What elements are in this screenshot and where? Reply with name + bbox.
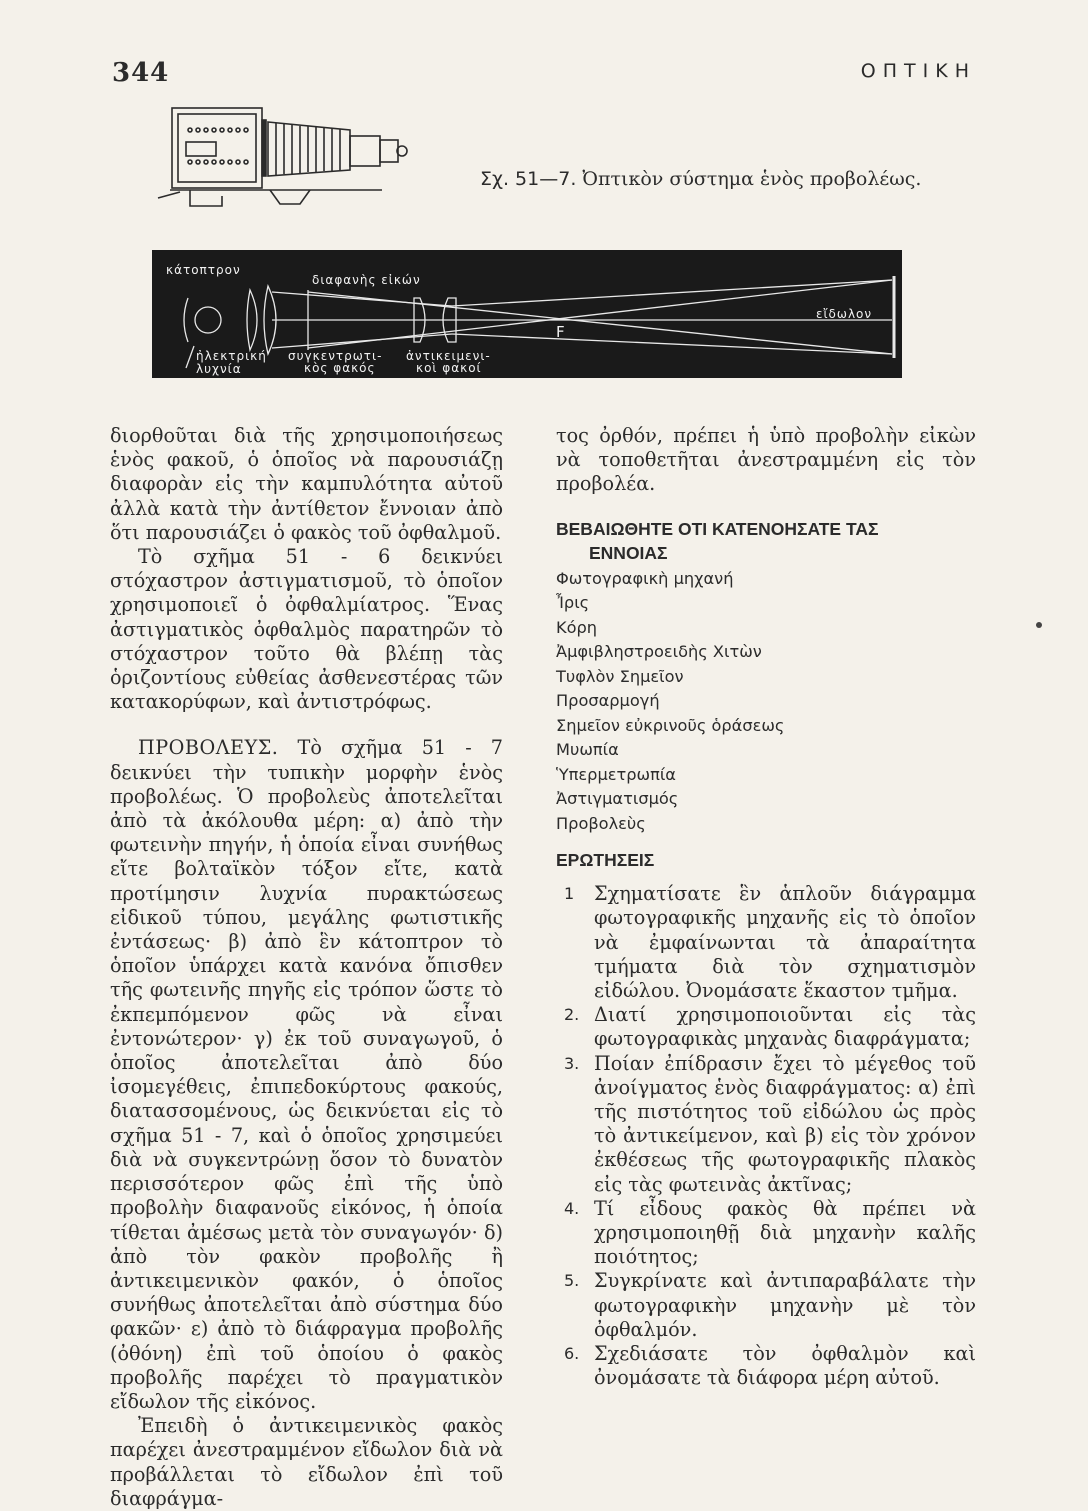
question-text: Συγκρίνατε καὶ ἀντιπαραβάλατε τὴν φωτογραφικὴν μηχανὴν μὲ τὸν ὀφθαλμόν. [594, 1269, 976, 1341]
concepts-list [556, 567, 976, 837]
label-lamp-1: ἠλεκτρική [196, 349, 267, 363]
list-item: Σημεῖον εὐκρινοῦς ὁράσεως [556, 715, 785, 735]
question-item [556, 1197, 976, 1270]
projector-drawing [150, 100, 410, 218]
paragraph-body: Τὸ σχῆμα 51 - 7 δεικνύει τὴν τυπικὴν μορφὴν ἑνὸς προβολέως. Ὁ προβολεὺς ἀποτελεῖται ἀπὸ τὰ ἀκόλουθα μέρη: α) ἀπὸ τὴν φωτεινὴν πηγήν, ἡ ὁποία εἶναι συνήθως εἴτε βολταϊκὸν τόξον εἴτε, κατὰ προτίμησιν λυχνία πυρακτώσεως εἰδικοῦ τύπου, μεγάλης φωτιστικῆς ἐντάσεως· β) ἀπὸ ἓν κάτοπτρον τὸ ὁποῖον ὑπάρχει κατὰ κανόνα ὄπισθεν τῆς φωτεινῆς πηγῆς εἰς τρόπον ὥστε τὸ ἐκπεμπόμενον φῶς νὰ εἶναι ἐντονώτερον· γ) ἐκ τοῦ συναγωγοῦ, ὁ ὁποῖος ἀποτελεῖται ἀπὸ δύο ἰσομεγέθεις, ἐπιπεδοκύρτους φακούς, διατασσομένους, ὡς δεικνύεται εἰς τὸ σχῆμα 51 - 7, καὶ ὁ ὁποῖος χρησιμεύει διὰ νὰ συγκεντρώνῃ ὅσον τὸ δυνατὸν περισσότερον φῶς ἐπὶ τῆς ὑπὸ προβολὴν διαφανοῦς εἰκόνος, ἡ ὁποία τίθεται ἀμέσως μετὰ τὸν συναγωγόν· δ) ἀπὸ τὸν φακὸν προβολῆς ἢ ἀντικειμενικὸν φακόν, ὁ ὁποῖος συνήθως ἀποτελεῖται ἀπὸ σύστημα δύο φακῶν· ε) ἀπὸ τὸ διάφραγμα προβολῆς (ὀθόνη) ἐπὶ τοῦ ὁποίου ὁ φακὸς προβολῆς παρέχει τὸ πραγματικὸν εἴδωλον τῆς εἰκόνος. [110, 736, 504, 1413]
list-item: Ἶρις [556, 593, 590, 613]
label-lamp-2: λυχνία [196, 362, 242, 376]
list-item: Προσαρμογή [556, 691, 660, 711]
running-head: ΟΠΤΙΚΗ [860, 60, 976, 82]
label-condenser-1: συγκεντρωτι- [288, 349, 383, 363]
question-item [556, 882, 976, 1003]
question-item [556, 1052, 976, 1197]
page-number: 344 [112, 58, 170, 88]
paragraph: διορθοῦται διὰ τῆς χρησιμοποιήσεως ἑνὸς φακοῦ, ὁ ὁποῖος νὰ παρουσιάζῃ διαφορὰν εἰς τὴν καμπυλότητα αὐτοῦ ἀλλὰ κατὰ τὴν ἀντίθετον ἔννοιαν ἀπὸ ὅτι παρουσιάζει ὁ φακὸς τοῦ ὀφθαλμοῦ. [110, 424, 503, 544]
question-item [556, 1342, 976, 1390]
question-text: Τί εἶδους φακὸς θὰ πρέπει νὰ χρησιμοποιηθῇ διὰ μηχανὴν καλῆς ποιότητος; [594, 1196, 976, 1269]
list-item: Κόρη [556, 617, 598, 637]
left-column [110, 424, 503, 1511]
paragraph-projector [110, 736, 503, 1414]
label-slide: διαφανὴς εἰκών [312, 273, 421, 287]
question-number: 1 [564, 884, 575, 904]
figure-caption-text: Ὀπτικὸν σύστημα ἑνὸς προβολέως. [582, 168, 922, 190]
questions-heading: ΕΡΩΤΗΣΕΙΣ [556, 850, 655, 871]
right-column [556, 424, 976, 1390]
question-text: Σχεδιάσατε τὸν ὀφθαλμὸν καὶ ὀνομάσατε τὰ διάφορα μέρη αὐτοῦ. [594, 1341, 976, 1390]
list-item: Μυωπία [556, 740, 619, 760]
label-objective-2: κοὶ φακοί [416, 361, 482, 375]
optical-diagram [152, 250, 902, 378]
question-number: 2. [564, 1005, 580, 1025]
figure-caption [480, 168, 921, 190]
list-item: Τυφλὸν Σημεῖον [556, 666, 684, 686]
concepts-heading-line-1: ΒΕΒΑΙΩΘΗΤΕ ΟΤΙ ΚΑΤΕΝΟΗΣΑΤΕ ΤΑΣ [556, 518, 879, 539]
paragraph: Ἐπειδὴ ὁ ἀντικειμενικὸς φακὸς παρέχει ἀνεστραμμένον εἴδωλον διὰ νὰ προβάλλεται τὸ εἴδωλον ἐπὶ τοῦ διαφράγμα- [110, 1414, 503, 1510]
list-item: Φωτογραφικὴ μηχανή [556, 568, 734, 588]
question-number: 4. [564, 1198, 580, 1218]
question-item [556, 1269, 976, 1342]
concepts-heading-line-2: ΕΝΝΟΙΑΣ [589, 542, 668, 563]
label-objective-1: ἀντικειμενι- [406, 349, 491, 363]
label-image: εἴδωλον [816, 307, 873, 321]
list-item: Προβολεὺς [556, 813, 646, 833]
question-text: Ποίαν ἐπίδρασιν ἔχει τὸ μέγεθος τοῦ ἀνοίγματος ἑνὸς διαφράγματος: α) ἐπὶ τῆς πιστότητος τοῦ εἰδώλου ὡς πρὸς τὸ ἀντικείμενον, καὶ β) εἰς τὸν χρόνον ἐκθέσεως τῆς φωτογραφικῆς πλακὸς εἰς τὰς φωτεινὰς ἀκτῖνας; [594, 1051, 976, 1196]
question-text: Διατί χρησιμοποιοῦνται εἰς τὰς φωτογραφικὰς μηχανὰς διαφράγματα; [594, 1003, 976, 1051]
question-item [556, 1003, 976, 1051]
paragraph: Τὸ σχῆμα 51 - 6 δεικνύει στόχαστρον ἀστιγματισμοῦ, τὸ ὁποῖον χρησιμοποιεῖ ὁ ὀφθαλμίατρος. Ἕνας ἀστιγματικὸς ὀφθαλμὸς παρατηρῶν τὸ στόχαστρον τοῦτο θὰ βλέπῃ τὰς ὁριζοντίους εὐθείας ἀσθενεστέρας τῶν κατακορύφων, καὶ ἀντιστρόφως. [110, 545, 503, 714]
question-number: 5. [564, 1271, 580, 1291]
label-focus: F [556, 323, 566, 341]
list-item: Ἀμφιβληστροειδὴς Χιτὼν [556, 642, 762, 662]
label-condenser-2: κὸς φακός [304, 361, 376, 375]
figure-number: Σχ. 51—7. [480, 168, 577, 190]
paragraph-continuation: τος ὀρθόν, πρέπει ἡ ὑπὸ προβολὴν εἰκὼν νὰ τοποθετῆται ἀνεστραμμένη εἰς τὸν προβολέα. [556, 424, 976, 496]
section-title-projector: ΠΡΟΒΟΛΕΥΣ. [138, 736, 279, 760]
question-number: 3. [564, 1053, 580, 1073]
margin-dot [1036, 622, 1042, 628]
list-item: Ὑπερμετρωπία [556, 764, 676, 784]
question-text: Σχηματίσατε ἓν ἁπλοῦν διάγραμμα φωτογραφικῆς μηχανῆς εἰς τὸ ὁποῖον νὰ ἐμφαίνωνται τὰ ἀπαραίτητα τμήματα διὰ τὸν σχηματισμὸν εἰδώλου. Ὀνομάσατε ἕκαστον τμῆμα. [594, 882, 976, 1002]
concepts-heading [556, 517, 976, 565]
questions-list [556, 882, 976, 1390]
list-item: Ἀστιγματισμός [556, 789, 679, 809]
label-mirror: κάτοπτρον [166, 263, 241, 277]
question-number: 6. [564, 1343, 580, 1363]
